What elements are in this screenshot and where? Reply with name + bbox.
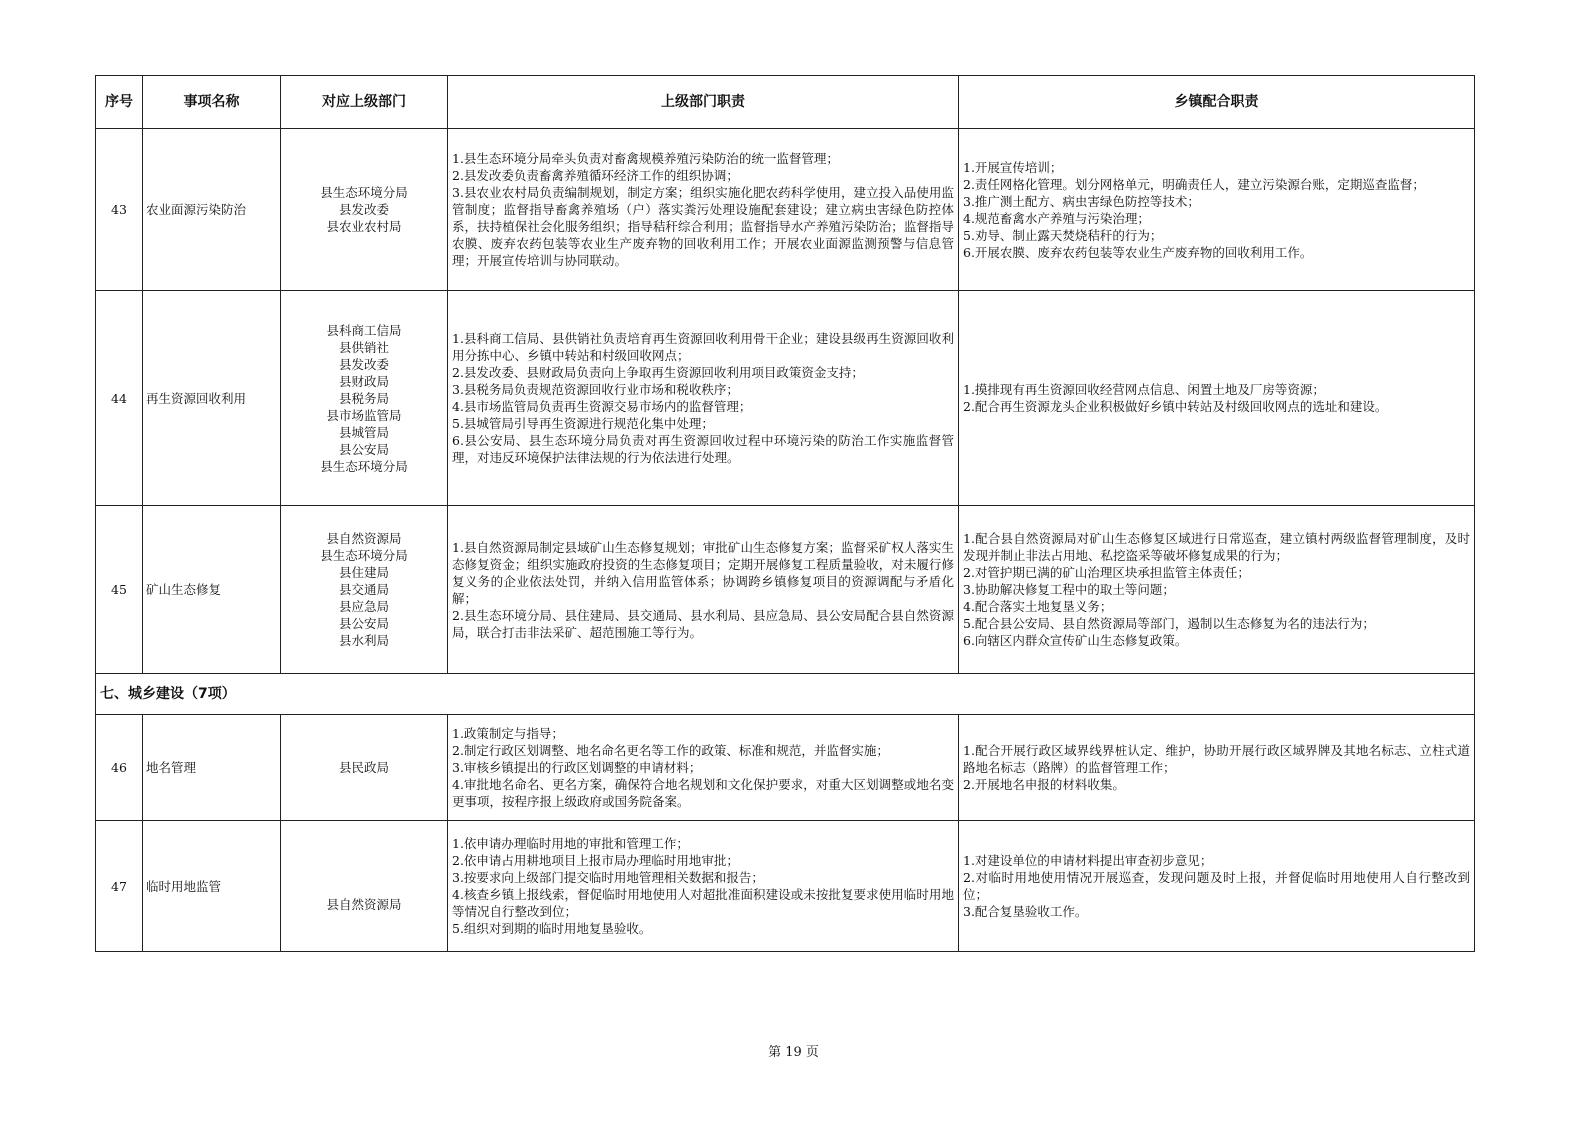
duty-line: 3.推广测土配方、病虫害绿色防控等技术；: [963, 193, 1200, 209]
row-number: 45: [96, 506, 143, 674]
duty-line: 4.县市场监管局负责再生资源交易市场内的监督管理；: [452, 399, 752, 414]
duty-line: 6.向辖区内群众宣传矿山生态修复政策。: [963, 633, 1188, 648]
duty-line: 3.配合复垦验收工作。: [963, 904, 1088, 919]
dept-item: 县公安局: [338, 441, 389, 457]
row-number: 43: [96, 129, 143, 291]
duty-line: 4.核查乡镇上报线索，督促临时用地使用人对超批准面积建设或未按批复要求使用临时用地等情况自行整改到位；: [452, 887, 954, 919]
duty-line: 2.县发改委负责畜禽养殖循环经济工作的组织协调；: [452, 168, 739, 183]
upper-duty: [448, 715, 959, 821]
duty-line: 6.县公安局、县生态环境分局负责对再生资源回收过程中环境污染的防治工作实施监督管理，对违反环境保护法律法规的行为依法进行处理。: [452, 433, 954, 465]
page-number: 第 19 页: [768, 1045, 819, 1060]
duty-line: 4.规范畜禽水产养殖与污染治理；: [963, 210, 1150, 226]
dept-item: 县住建局: [338, 565, 389, 580]
header-dept: 对应上级部门: [281, 76, 448, 129]
dept-item: 县生态环境分局: [320, 458, 408, 474]
duty-line: 2.开展地名申报的材料收集。: [963, 777, 1125, 792]
dept-item: 县市场监管局: [326, 407, 402, 423]
dept-item: 县公安局: [338, 616, 389, 631]
town-duty: [959, 506, 1475, 674]
dept-item: 县自然资源局: [326, 896, 402, 912]
dept-list: [281, 715, 448, 821]
duty-line: 2.对临时用地使用情况开展巡查，发现问题及时上报，并督促临时用地使用人自行整改到位；: [963, 870, 1470, 902]
duty-line: 4.配合落实土地复垦义务；: [963, 599, 1113, 614]
dept-list: [281, 506, 448, 674]
town-duty: [959, 715, 1475, 821]
row-number: 44: [96, 291, 143, 506]
item-name: 临时用地监管: [143, 821, 281, 952]
duty-line: 3.县农业农村局负责编制规划，制定方案；组织实施化肥农药科学使用，建立投入品使用监管制度；监督指导畜禽养殖场（户）落实粪污处理设施配套建设；建立病虫害绿色防控体系，扶持植保社会化服务组织；指导秸秆综合利用；监督指导水产养殖污染防治；监督指导农膜、废弃农药包装等农业生产废弃物的回收利用工作；开展农业面源监测预警与信息管理；开展宣传培训与协同联动。: [452, 185, 954, 268]
upper-duty: [448, 291, 959, 506]
table-row: [96, 715, 1475, 821]
duty-line: 2.对管护期已满的矿山治理区块承担监管主体责任；: [963, 565, 1250, 580]
duty-line: 1.县生态环境分局牵头负责对畜禽规模养殖污染防治的统一监督管理；: [452, 151, 839, 166]
item-name: 再生资源回收利用: [143, 291, 281, 506]
dept-list: [281, 291, 448, 506]
header-upper-duty: 上级部门职责: [448, 76, 959, 129]
duty-line: 3.协助解决修复工程中的取土等问题；: [963, 582, 1175, 597]
table-row: [96, 291, 1475, 506]
dept-item: 县发改委: [338, 202, 389, 217]
duty-table: [95, 75, 1475, 952]
duty-line: 2.配合再生资源龙头企业积极做好乡镇中转站及村级回收网点的选址和建设。: [963, 399, 1388, 414]
duty-line: 5.劝导、制止露天焚烧秸秆的行为；: [963, 227, 1163, 243]
dept-item: 县城管局: [338, 424, 389, 440]
dept-item: 县生态环境分局: [320, 185, 408, 200]
dept-item: 县自然资源局: [326, 531, 402, 546]
duty-line: 3.县税务局负责规范资源回收行业市场和税收秩序；: [452, 382, 739, 397]
upper-duty: [448, 129, 959, 291]
duty-line: 1.对建设单位的申请材料提出审查初步意见；: [963, 853, 1213, 868]
duty-line: 2.责任网格化管理。划分网格单元，明确责任人，建立污染源台账，定期巡查监督；: [963, 176, 1425, 192]
dept-item: 县农业农村局: [326, 219, 402, 234]
header-name: 事项名称: [143, 76, 281, 129]
duty-line: 1.政策制定与指导；: [452, 726, 564, 741]
upper-duty: [448, 821, 959, 952]
dept-item: 县财政局: [338, 373, 389, 389]
town-duty: [959, 129, 1475, 291]
town-duty: [959, 291, 1475, 506]
duty-line: 3.按要求向上级部门提交临时用地管理相关数据和报告；: [452, 870, 764, 885]
header-row: [96, 76, 1475, 129]
dept-item: 县发改委: [338, 356, 389, 372]
duty-line: 1.县科商工信局、县供销社负责培育再生资源回收利用骨干企业；建设县级再生资源回收利用分拣中心、乡镇中转站和村级回收网点；: [452, 331, 954, 363]
row-number: 47: [96, 821, 143, 952]
section-row: [96, 674, 1475, 715]
duty-line: 1.开展宣传培训；: [963, 159, 1063, 175]
item-name: 农业面源污染防治: [143, 129, 281, 291]
upper-duty: [448, 506, 959, 674]
dept-item: 县交通局: [338, 582, 389, 597]
item-name: 矿山生态修复: [143, 506, 281, 674]
duty-line: 6.开展农膜、废弃农药包装等农业生产废弃物的回收利用工作。: [963, 244, 1313, 260]
town-duty: [959, 821, 1475, 952]
duty-line: 2.县生态环境分局、县住建局、县交通局、县水利局、县应急局、县公安局配合县自然资源局，联合打击非法采矿、超范围施工等行为。: [452, 607, 954, 640]
section-title: 七、城乡建设（7项）: [96, 674, 1475, 715]
header-town-duty: 乡镇配合职责: [959, 76, 1475, 129]
dept-item: 县民政局: [338, 760, 389, 775]
duty-line: 1.配合开展行政区域界线界桩认定、维护，协助开展行政区域界牌及其地名标志、立柱式道路地名标志（路牌）的监督管理工作；: [963, 743, 1470, 775]
duty-line: 4.审批地名命名、更名方案，确保符合地名规划和文化保护要求，对重大区划调整或地名变更事项，按程序报上级政府或国务院备案。: [452, 777, 954, 809]
duty-line: 5.配合县公安局、县自然资源局等部门，遏制以生态修复为名的违法行为；: [963, 616, 1375, 631]
duty-line: 1.摸排现有再生资源回收经营网点信息、闲置土地及厂房等资源；: [963, 382, 1325, 397]
dept-item: 县税务局: [338, 390, 389, 406]
table-row: [96, 129, 1475, 291]
dept-list: [281, 821, 448, 952]
duty-line: 2.依申请占用耕地项目上报市局办理临时用地审批；: [452, 853, 739, 868]
dept-list: [281, 129, 448, 291]
header-no: 序号: [96, 76, 143, 129]
table-row: [96, 821, 1475, 952]
dept-item: 县供销社: [338, 339, 389, 355]
duty-line: 2.制定行政区划调整、地名命名更名等工作的政策、标准和规范，并监督实施；: [452, 743, 889, 758]
dept-item: 县应急局: [338, 599, 389, 614]
dept-item: 县科商工信局: [326, 322, 402, 338]
duty-line: 2.县发改委、县财政局负责向上争取再生资源回收利用项目政策资金支持；: [452, 365, 864, 380]
dept-item: 县水利局: [338, 633, 389, 648]
item-name: 地名管理: [143, 715, 281, 821]
table-row: [96, 506, 1475, 674]
row-number: 46: [96, 715, 143, 821]
duty-line: 5.县城管局引导再生资源进行规范化集中处理；: [452, 416, 714, 431]
duty-line: 1.配合县自然资源局对矿山生态修复区域进行日常巡查，建立镇村两级监督管理制度，及时发现并制止非法占用地、私挖盗采等破坏修复成果的行为；: [963, 531, 1470, 563]
duty-line: 3.审核乡镇提出的行政区划调整的申请材料；: [452, 760, 702, 775]
duty-line: 1.县自然资源局制定县域矿山生态修复规划；审批矿山生态修复方案；监督采矿权人落实生态修复资金；组织实施政府投资的生态修复项目；定期开展修复工程质量验收，对未履行修复义务的企业依法处罚，并纳入信用监管体系；协调跨乡镇修复项目的资源调配与矛盾化解；: [452, 539, 954, 606]
dept-item: 县生态环境分局: [320, 548, 408, 563]
duty-line: 5.组织对到期的临时用地复垦验收。: [452, 921, 652, 936]
duty-line: 1.依申请办理临时用地的审批和管理工作；: [452, 836, 689, 851]
